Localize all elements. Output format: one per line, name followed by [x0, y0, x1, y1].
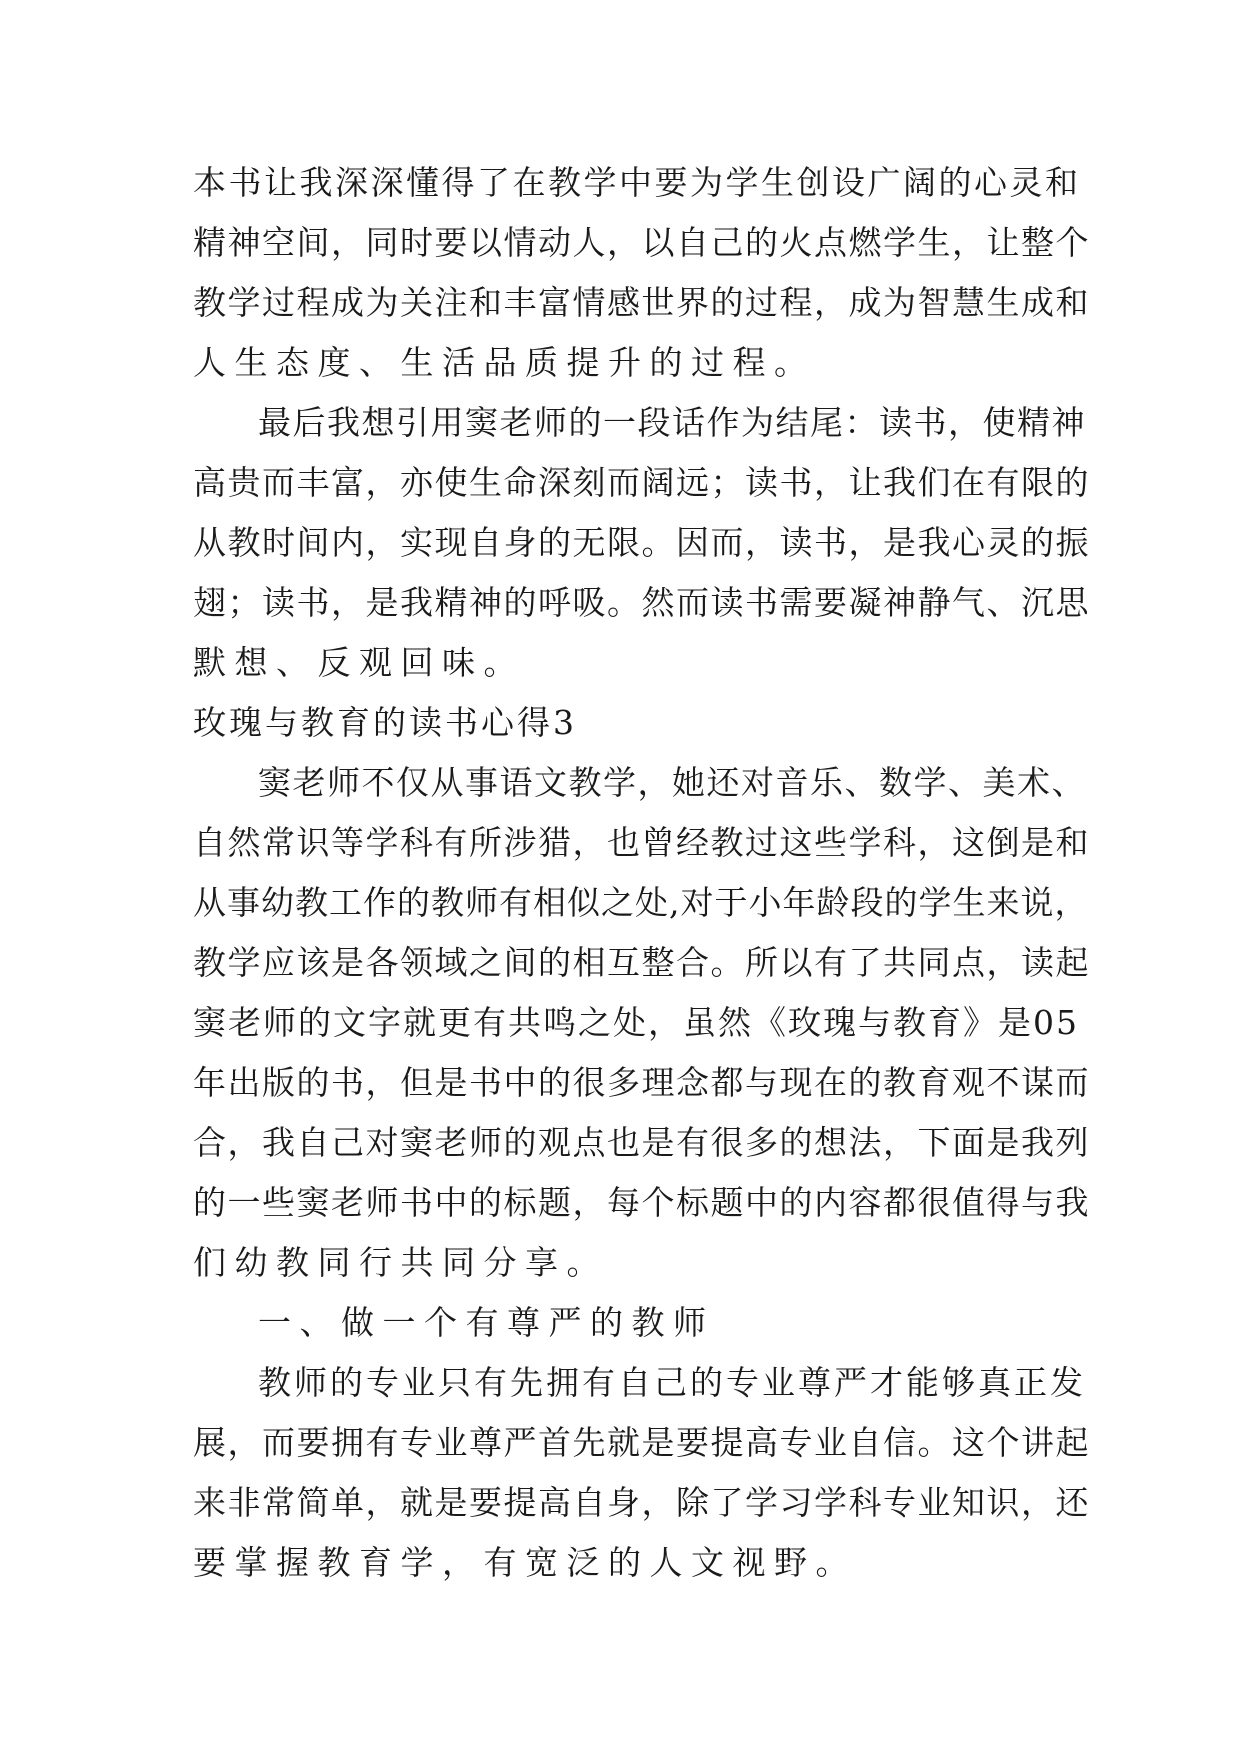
paragraph-line: 窦老师不仅从事语文教学，她还对音乐、数学、美术、 [258, 763, 1086, 802]
paragraph-line: 合，我自己对窦老师的观点也是有很多的想法，下面是我列 [193, 1123, 1090, 1162]
paragraph-line: 自然常识等学科有所涉猎，也曾经教过这些学科，这倒是和 [193, 823, 1090, 862]
paragraph-line: 从事幼教工作的教师有相似之处,对于小年龄段的学生来说， [193, 883, 1089, 922]
subsection-heading: 一、做一个有尊严的教师 [258, 1303, 715, 1342]
paragraph-line: 们幼教同行共同分享。 [193, 1243, 608, 1282]
paragraph-line: 翅；读书，是我精神的呼吸。然而读书需要凝神静气、沉思 [193, 583, 1090, 622]
paragraph-line: 教师的专业只有先拥有自己的专业尊严才能够真正发 [258, 1363, 1086, 1402]
paragraph-line: 人生态度、生活品质提升的过程。 [193, 343, 816, 382]
paragraph-line: 本书让我深深懂得了在教学中要为学生创设广阔的心灵和 [193, 163, 1081, 202]
paragraph-line: 高贵而丰富，亦使生命深刻而阔远；读书，让我们在有限的 [193, 463, 1090, 502]
paragraph-line: 展，而要拥有专业尊严首先就是要提高专业自信。这个讲起 [193, 1423, 1090, 1462]
paragraph-line: 年出版的书，但是书中的很多理念都与现在的教育观不谋而 [193, 1063, 1090, 1102]
paragraph-line: 窦老师的文字就更有共鸣之处，虽然《玫瑰与教育》是05 [193, 1003, 1079, 1042]
paragraph-line: 教学应该是各领域之间的相互整合。所以有了共同点，读起 [193, 943, 1090, 982]
paragraph-line: 的一些窦老师书中的标题，每个标题中的内容都很值得与我 [193, 1183, 1090, 1222]
paragraph-line: 精神空间，同时要以情动人，以自己的火点燃学生，让整个 [193, 223, 1090, 262]
section-heading: 玫瑰与教育的读书心得3 [193, 703, 577, 742]
paragraph-line: 教学过程成为关注和丰富情感世界的过程，成为智慧生成和 [193, 283, 1090, 322]
paragraph-line: 来非常简单，就是要提高自身，除了学习学科专业知识，还 [193, 1483, 1090, 1522]
paragraph-line: 要掌握教育学，有宽泛的人文视野。 [193, 1543, 857, 1582]
paragraph-line: 默想、反观回味。 [193, 643, 525, 682]
paragraph-line: 最后我想引用窦老师的一段话作为结尾：读书，使精神 [258, 403, 1086, 442]
paragraph-line: 从教时间内，实现自身的无限。因而，读书，是我心灵的振 [193, 523, 1090, 562]
